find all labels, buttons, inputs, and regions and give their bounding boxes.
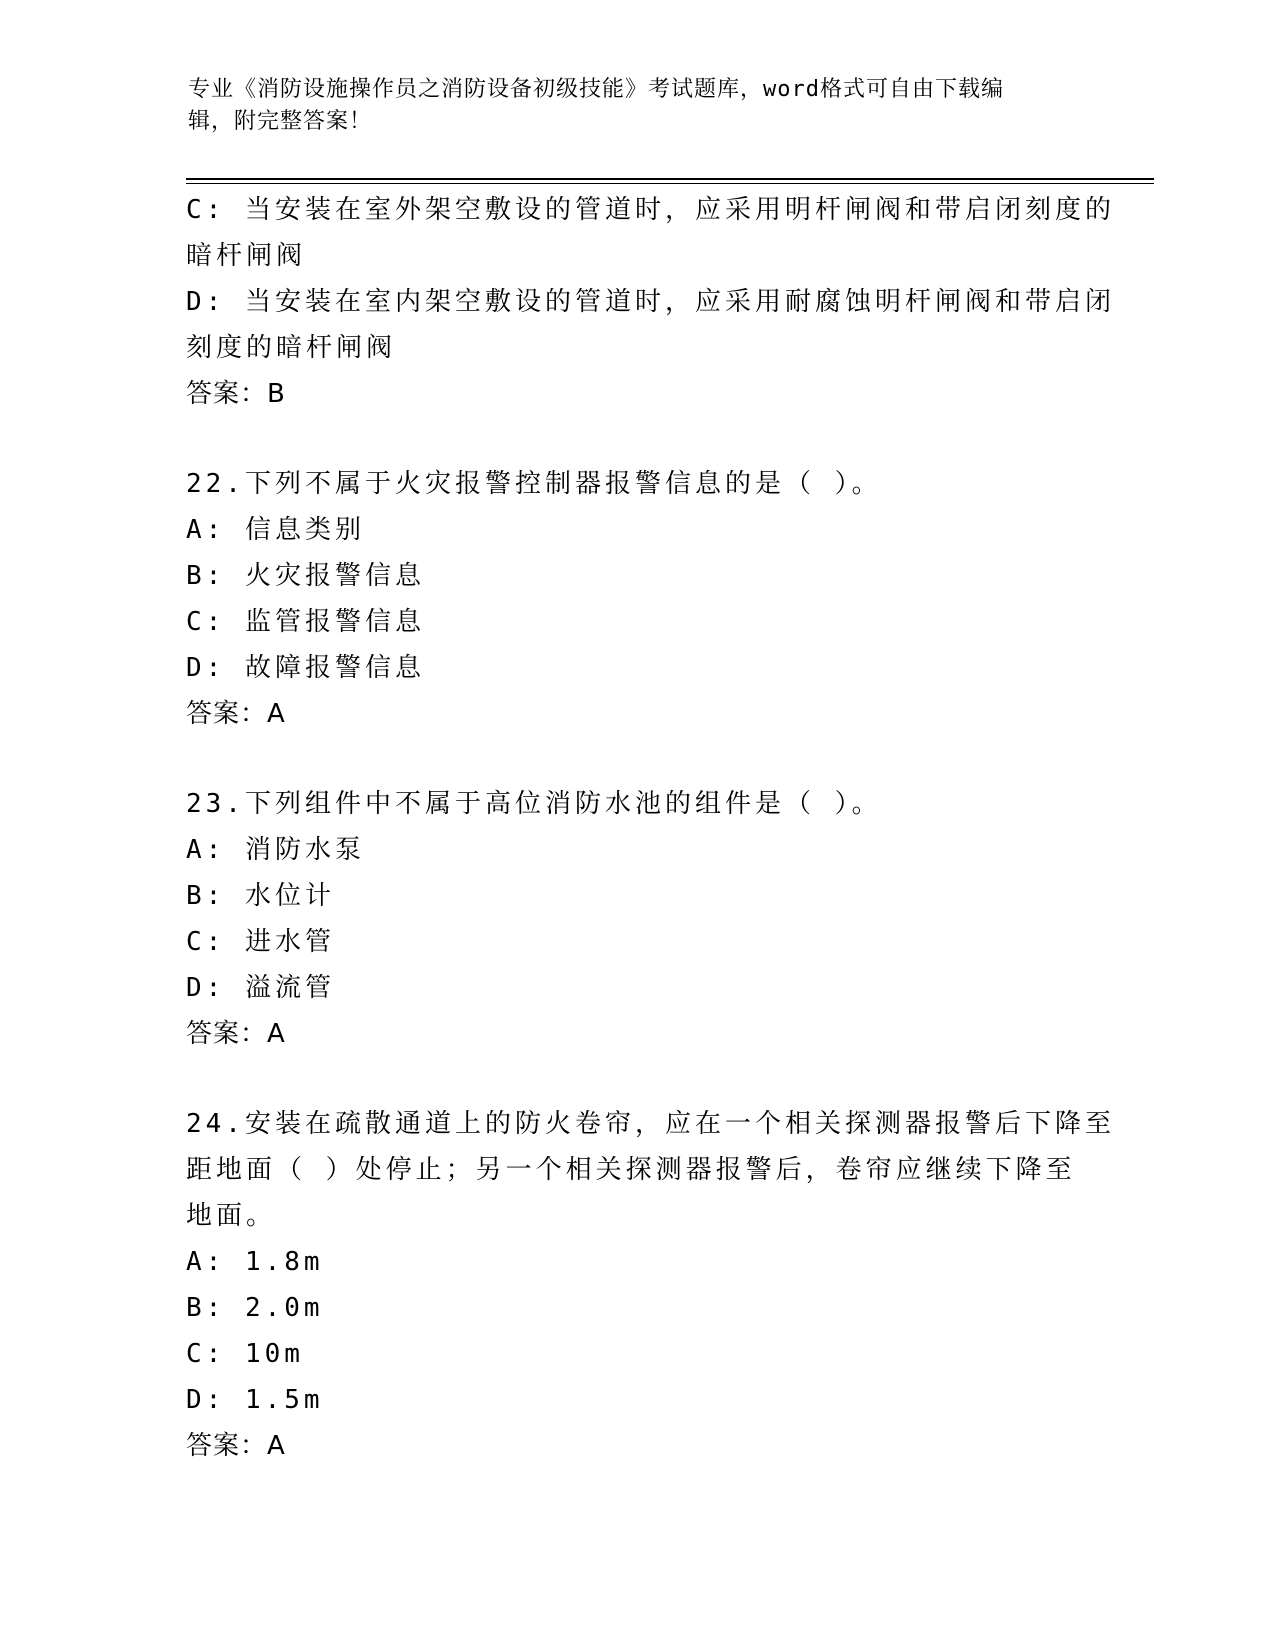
question-23 (186, 781, 1086, 1057)
option-c: C: 10m (186, 1339, 304, 1369)
option-c: C: 进水管 (186, 927, 335, 957)
question-stem: 22.下列不属于火灾报警控制器报警信息的是（ ）。 (186, 469, 882, 499)
question-22 (186, 461, 1086, 737)
answer-24: 答案：A (186, 1431, 286, 1461)
option-c: C: 监管报警信息 (186, 607, 425, 637)
answer-21: 答案：B (186, 379, 286, 409)
option-a: A: 信息类别 (186, 515, 365, 545)
option-d: D: 1.5m (186, 1385, 324, 1415)
question-content (186, 187, 1115, 1469)
option-c-line-2: 暗杆闸阀 (186, 241, 307, 271)
option-d-line-1: D: 当安装在室内架空敷设的管道时，应采用耐腐蚀明杆闸阀和带启闭 (186, 287, 1115, 317)
option-a: A: 消防水泵 (186, 835, 365, 865)
question-24 (186, 1101, 1115, 1469)
answer-22: 答案：A (186, 699, 286, 729)
question-stem-line-2: 距地面（ ）处停止；另一个相关探测器报警后，卷帘应继续下降至 (186, 1155, 1076, 1185)
option-b: B: 水位计 (186, 881, 335, 911)
option-c-line-1: C: 当安装在室外架空敷设的管道时，应采用明杆闸阀和带启闭刻度的 (186, 195, 1115, 225)
spacer (186, 737, 1086, 781)
header-divider-thin (186, 183, 1154, 184)
answer-23: 答案：A (186, 1019, 286, 1049)
question-stem: 23.下列组件中不属于高位消防水池的组件是（ ）。 (186, 789, 882, 819)
header-divider-thick (186, 178, 1154, 180)
question-stem-line-1: 24.安装在疏散通道上的防火卷帘，应在一个相关探测器报警后下降至 (186, 1109, 1115, 1139)
header-line-1: 专业《消防设施操作员之消防设备初级技能》考试题库，word格式可自由下载编 (188, 77, 1004, 102)
header-line-2: 辑，附完整答案！ (188, 109, 373, 134)
option-a: A: 1.8m (186, 1247, 324, 1277)
option-d: D: 溢流管 (186, 973, 335, 1003)
spacer (186, 1057, 1086, 1101)
option-b: B: 火灾报警信息 (186, 561, 425, 591)
option-b: B: 2.0m (186, 1293, 324, 1323)
spacer (186, 417, 1086, 461)
option-d-line-2: 刻度的暗杆闸阀 (186, 333, 397, 363)
question-21-continued (186, 187, 1115, 417)
option-d: D: 故障报警信息 (186, 653, 425, 683)
document-header (188, 74, 1068, 138)
question-stem-line-3: 地面。 (186, 1201, 277, 1231)
